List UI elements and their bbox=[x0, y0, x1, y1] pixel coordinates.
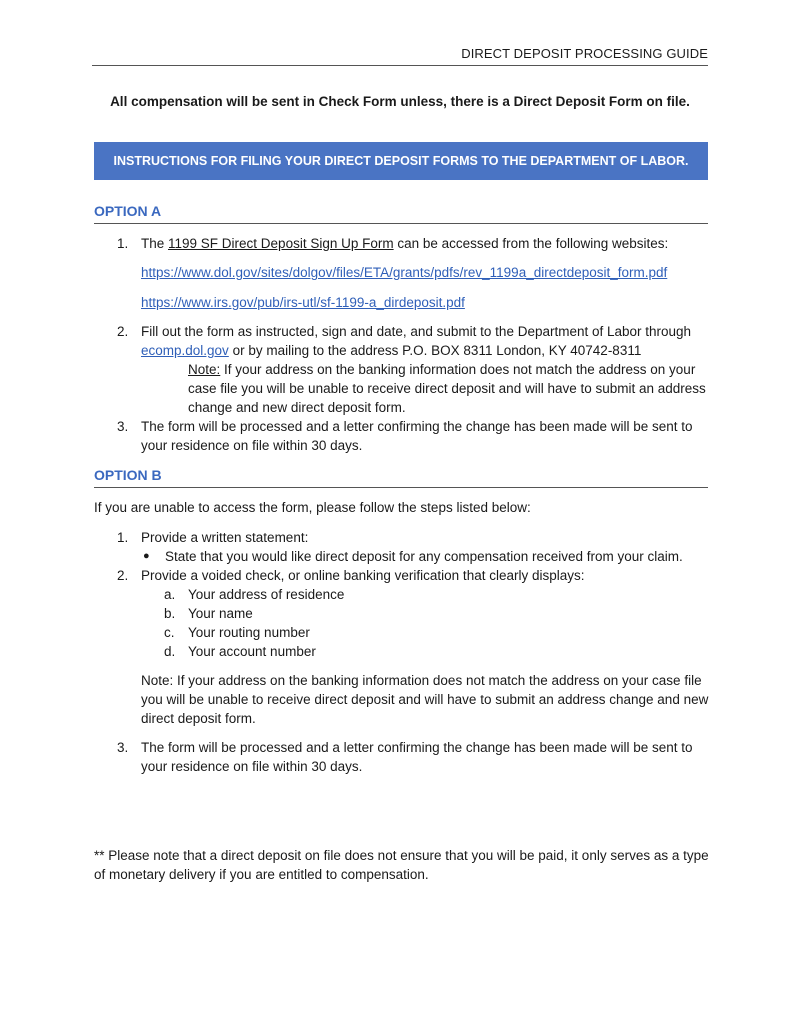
footer-note-line2: of monetary delivery if you are entitled to compensation. bbox=[94, 867, 429, 882]
option-b-item3-number: 3. bbox=[117, 740, 129, 755]
option-a-item2-line2 bbox=[141, 341, 641, 360]
option-a-item1 bbox=[141, 234, 668, 253]
option-b-note-line2: you will be unable to receive direct deposit and will have to submit an address change and new bbox=[141, 692, 709, 707]
option-b-note-line3: direct deposit form. bbox=[141, 711, 256, 726]
option-a-note-line3: change and new direct deposit form. bbox=[188, 400, 406, 415]
option-b-intro: If you are unable to access the form, please follow the steps listed below: bbox=[94, 500, 531, 515]
option-b-item1-number: 1. bbox=[117, 530, 129, 545]
note-label: Note: bbox=[188, 362, 221, 377]
sub-letter: a. bbox=[164, 587, 176, 602]
sub-item-routing: Your routing number bbox=[188, 625, 310, 640]
option-a-item3-line1: The form will be processed and a letter confirming the change has been made will be sent to bbox=[141, 419, 693, 434]
sub-letter: c. bbox=[164, 625, 175, 640]
footer-note-line1: ** Please note that a direct deposit on file does not ensure that you will be paid, it only serves as a type bbox=[94, 848, 709, 863]
sign-up-form-link[interactable]: 1199 SF Direct Deposit Sign Up Form bbox=[168, 236, 394, 251]
irs-form-url-link[interactable]: https://www.irs.gov/pub/irs-utl/sf-1199-a_dirdeposit.pdf bbox=[141, 295, 465, 310]
page-header bbox=[92, 46, 708, 66]
option-b-bullet: State that you would like direct deposit for any compensation received from your claim. bbox=[165, 549, 683, 564]
option-a-item2-number: 2. bbox=[117, 324, 129, 339]
instructions-banner: INSTRUCTIONS FOR FILING YOUR DIRECT DEPOSIT FORMS TO THE DEPARTMENT OF LABOR. bbox=[94, 142, 708, 180]
lead-statement: All compensation will be sent in Check Form unless, there is a Direct Deposit Form on file. bbox=[110, 94, 690, 109]
bullet-dot: ● bbox=[143, 550, 150, 562]
option-a-heading: OPTION A bbox=[94, 203, 708, 224]
option-b-item2: Provide a voided check, or online banking verification that clearly displays: bbox=[141, 568, 585, 583]
sub-letter: b. bbox=[164, 606, 176, 621]
ecomp-link[interactable]: ecomp.dol.gov bbox=[141, 343, 229, 358]
option-b-item1: Provide a written statement: bbox=[141, 530, 309, 545]
option-b-item3-line1: The form will be processed and a letter confirming the change has been made will be sent to bbox=[141, 740, 693, 755]
option-b-note-line1: Note: If your address on the banking information does not match the address on your case file bbox=[141, 673, 702, 688]
note-text-1: If your address on the banking information does not match the address on your bbox=[220, 362, 696, 377]
option-a-note-line2: case file you will be unable to receive direct deposit and will have to submit an address bbox=[188, 381, 706, 396]
option-b-heading: OPTION B bbox=[94, 467, 708, 488]
option-a-item2-line1: Fill out the form as instructed, sign and date, and submit to the Department of Labor through bbox=[141, 324, 692, 339]
mailing-address-text: or by mailing to the address P.O. BOX 8311 London, KY 40742-8311 bbox=[228, 343, 642, 358]
header-title: DIRECT DEPOSIT PROCESSING GUIDE bbox=[461, 46, 708, 61]
sub-item-account: Your account number bbox=[188, 644, 316, 659]
dol-form-url-link[interactable]: https://www.dol.gov/sites/dolgov/files/ETA/grants/pdfs/rev_1199a_directdeposit_form.pdf bbox=[141, 265, 668, 280]
sub-item-address: Your address of residence bbox=[188, 587, 345, 602]
option-b-item3-line2: your residence on file within 30 days. bbox=[141, 759, 363, 774]
option-a-item3-line2: your residence on file within 30 days. bbox=[141, 438, 363, 453]
option-a-note-line1 bbox=[188, 360, 695, 379]
option-a-item3-number: 3. bbox=[117, 419, 129, 434]
option-a-item1-number: 1. bbox=[117, 236, 129, 251]
option-a-item1-pre: The bbox=[141, 236, 169, 251]
option-a-item1-post: can be accessed from the following websites: bbox=[393, 236, 669, 251]
option-b-item2-number: 2. bbox=[117, 568, 129, 583]
sub-letter: d. bbox=[164, 644, 176, 659]
sub-item-name: Your name bbox=[188, 606, 253, 621]
